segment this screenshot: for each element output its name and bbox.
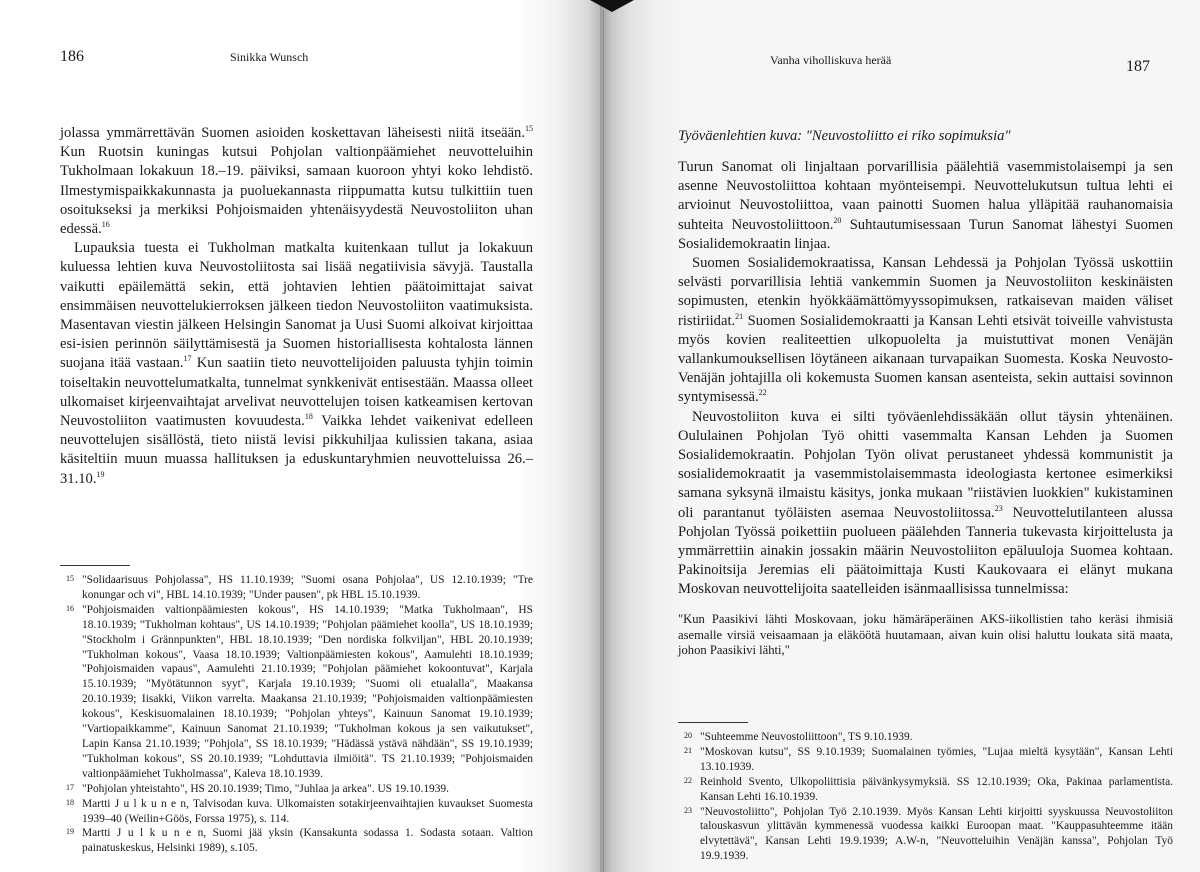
footnote-number: 19 — [66, 827, 74, 837]
footnote — [678, 775, 1173, 805]
footnote-text: "Neuvostoliitto", Pohjolan Työ 2.10.1939. Myös Kansan Lehti kirjoitti syyskuussa Neuvostoliiton talouskasvun ylittävän kymmenessä vuodessa kaikki Euroopan maat. "Kauppasuhteemme itään elvytettävä", Kansan Lehti 19.9.1939; A.W-n, "Neuvotteluihin Venäjän kanssa", Pohjolan Työ 19.9.1939. — [700, 805, 1173, 863]
footnote-text: "Pohjolan yhteistahto", HS 20.10.1939; Timo, "Juhlaa ja arkea". US 19.10.1939. — [82, 782, 449, 795]
paragraph-text: Neuvottelutilanteen alussa Pohjolan Työssä poikettiin puolueen päälehden Tanneria tukevasta kirjoittelusta ja ymmärrettiin ainakin jossakin määrin Neuvostoliiton epäluuloja Suomea kohtaan. Pakinoitsija Jeremias eli päätoimittaja Kusti Kaukovaara ei elänyt mukana Moskovan neuvottelijoita saatelleiden isänmaallisissa tunnelmissa: — [678, 504, 1173, 598]
paragraph — [60, 239, 533, 489]
page-number: 186 — [60, 48, 84, 65]
footnote-text: Martti J u l k u n e n, Talvisodan kuva. Ulkomaisten sotakirjeenvaihtajien kuvaukset Suomesta 1939–40 (Weilin+Göös, Forssa 1975), s. 114. — [82, 797, 533, 825]
footnote — [60, 603, 533, 782]
footnote-number: 23 — [684, 805, 692, 815]
footnote-number: 22 — [684, 775, 692, 785]
paragraph-text: Kun saatiin tieto neuvottelijoiden paluusta tyhjin toimin toiseltakin neuvottelumatkalta, tunnelmat synkkenivät entisestään. Maassa olleet ulkomaiset kirjeenvaihtajat arvelivat neuvottelujen toisen katkeamisen kertovan Neuvostoliiton vaatimusten kovuudesta. — [60, 355, 533, 430]
footnote-ref[interactable]: 16 — [101, 220, 110, 230]
paragraph-text: Suomen Sosialidemokraatissa, Kansan Lehdessä ja Pohjolan Työssä uskottiin selvästi porvarillisia lehtiä vankemmin Suomen ja Neuvostoliiton keskinäisten sopimusten, etenkin hyökkäämättömyyssopimuksen, ratkaisevan maiden väliset ristiriidat. — [678, 255, 1173, 329]
footnote — [60, 573, 533, 603]
page-number: 187 — [1126, 58, 1150, 75]
footnote-text: Reinhold Svento, Ulkopoliittisia päivänkysymyksiä. SS 12.10.1939; Oka, Pakinaa parlamentista. Kansan Lehti 16.10.1939. — [700, 775, 1173, 803]
running-head-chapter: Vanha viholliskuva herää — [770, 53, 892, 67]
footnote-ref[interactable]: 20 — [833, 215, 842, 225]
footnote-text: "Moskovan kutsu", SS 9.10.1939; Suomalainen työmies, "Lujaa mieltä kysytään", Kansan Lehti 13.10.1939. — [700, 745, 1173, 773]
footnote-ref[interactable]: 23 — [994, 503, 1003, 513]
paragraph-text: jolassa ymmärrettävän Suomen asioiden koskettavan läheisesti niitä itseään. — [60, 125, 525, 141]
footnote-rule — [678, 722, 748, 723]
right-footnotes — [678, 722, 1173, 864]
footnote-text: "Solidaarisuus Pohjolassa", HS 11.10.1939; "Suomi osana Pohjolaa", US 12.10.1939; "Tre konungar och vi", HBL 14.10.1939; "Under pausen", pk HBL 15.10.1939. — [82, 574, 533, 601]
footnote-number: 17 — [66, 782, 74, 792]
footnote-number: 16 — [66, 603, 74, 613]
book-spine-shadow — [590, 0, 634, 12]
footnote — [60, 826, 533, 856]
footnote-text: "Suhteemme Neuvostoliittoon", TS 9.10.1939. — [700, 731, 913, 743]
footnote — [678, 745, 1173, 775]
block-quote: "Kun Paasikivi lähti Moskovaan, joku hämäräperäinen AKS-iikollistien taho keräsi ihmisiä asemalle virsiä veisaamaan ja eläköötä huutamaan, aivan kuin olisi haluttu loukata sitä maata, johon Paasikivi lähti," — [678, 612, 1173, 658]
footnote-number: 20 — [684, 731, 692, 740]
footnote-number: 18 — [66, 797, 74, 807]
paragraph-text: Neuvostoliiton kuva ei silti työväenlehdissäkään ollut täysin yhtenäinen. Oululainen Pohjolan Työ ohitti vasemmalta Kansan Lehden ja Suomen Sosialidemokraatin. Pohjolan Työn olivat perustaneet yhdessä kommunistit ja sosialidemokraatit ja vasemmistolaisemmasta ideologiasta kertonee esimerkiksi samana syksynä ilmaistu käsitys, jonka mukaan "riistävien luokkien" kukistaminen oli parantanut työläisten asemaa Neuvostoliitossa. — [678, 408, 1173, 521]
paragraph-text: Suhtautumisessaan Turun Sanomat lähestyi Suomen Sosialidemokraatin linjaa. — [678, 216, 1173, 252]
footnote-ref[interactable]: 19 — [96, 469, 105, 479]
footnote — [678, 730, 1173, 745]
paragraph-text: Kun Ruotsin kuningas kutsui Pohjolan valtionpäämiehet neuvotteluihin Tukholmaan lokakuun 18.–19. päiviksi, samaan kuoroon yhtyi koko lehdistö. Ilmestymispaikkakunnasta ja puoluekannasta riippumatta kutsu tulkittiin tuen osoitukseksi ja merkiksi Pohjoismaiden yhtenäisyydestä Neuvostoliiton uhan edessä. — [60, 144, 533, 238]
footnote-text: Martti J u l k u n e n, Suomi jää yksin (Kansakunta sodassa 1. Sodasta sotaan. Valtion painatuskeskus, Helsinki 1989), s.105. — [82, 827, 533, 855]
footnote-ref[interactable]: 17 — [183, 354, 192, 364]
paragraph-text: Lupauksia tuesta ei Tukholman matkalta kuitenkaan tullut ja lokakuun kuluessa lehtien kuva Neuvostoliitosta sai lisää negatiivisia sävyjä. Taustalla vaikutti epäilemättä sekin, että johtavien lehtien päätoimittajat saivat ensimmäisen neuvottelukierroksen jälkeen tiedon Neuvostoliiton vaatimuksista. Masentavan viestin jälkeen Helsingin Sanomat ja Uusi Suomi alkoivat kirjoittaa esi-isien perinnön säilyttämisestä ja Suomen historiallisesta kohtalosta lännen suojana itää vastaan. — [60, 240, 533, 372]
footnote-number: 21 — [684, 745, 692, 755]
paragraph — [678, 408, 1173, 600]
paragraph-text: Vaikka lehdet vaikenivat edelleen neuvottelujen sisällöstä, tieto niistä levisi pikkuhiljaa kulissien takana, asiaa käsiteltiin muun muassa hallituksen ja eduskuntaryhmien neuvotteluissa 26.–31.10. — [60, 413, 533, 487]
footnote-rule — [60, 565, 130, 566]
footnote-ref[interactable]: 21 — [735, 311, 744, 321]
footnote — [678, 805, 1173, 865]
paragraph — [678, 254, 1173, 408]
footnote-ref[interactable]: 15 — [525, 124, 533, 133]
paragraph — [60, 124, 533, 239]
paragraph-text: Turun Sanomat oli linjaltaan porvarillisia päälehtiä vasemmistolaisempi ja sen asenne Neuvostoliittoa kohtaan myönteisempi. Neuvottelukutsun tultua lehti ei arvioinut Neuvostoliittoa, vaan painotti Suomen halua ylläpitää rauhanomaisia suhteita Neuvostoliittoon. — [678, 159, 1173, 233]
footnote-text: "Pohjoismaiden valtionpäämiesten kokous", HS 14.10.1939; "Matka Tukholmaan", HS 18.10.1939; "Tukholman kohtaus", US 14.10.1939; "Pohjolan päämiehet koolla", US 18.10.1939; "Stockholm i Grännpunkten", HBL 18.10.1939; "Den nordiska folkviljan", HBL 20.10.1939; "Tukholman kokous", Vaasa 18.10.1939; Valtionpäämiesten kokous", Aamulehti 18.10.1939; "Pohjoismaiden vapaus", Aamulehti 21.10.1939; "Pohjolan päämiehet kokoontuvat", Karjala 15.10.1939; "Myötätunnon syyt", Karjala 19.10.1939; "Suomi oli etualalla", Maakansa 20.10.1939; Iisakki, Viikon varrelta. Maakansa 21.10.1939; "Pohjoismaiden valtionpäämiesten kokous", Keskisuomalainen 18.10.1939; "Pohjolan yhteys", Kainuun Sanomat 19.10.1939; "Vartiopaikkamme", Kainuun Sanomat 21.10.1939; "Tukholman kokous ja sen vaikutukset", Lapin Kansa 21.10.1939; "Pohjola", SS 18.10.1939; "Hädässä ystävä nähdään", SS 19.10.1939; "Tukholman kokous", SS 20.10.1939; "Lohduttavia ilmiöitä". TS 21.10.1939; "Pohjoismaiden valtionpäämiehet Tukholmassa", Kaleva 18.10.1939. — [82, 603, 533, 780]
section-heading: Työväenlehtien kuva: "Neuvostoliitto ei riko sopimuksia" — [678, 128, 1011, 144]
footnote — [60, 782, 533, 797]
right-body-text — [678, 158, 1173, 600]
book-gutter — [603, 10, 604, 872]
paragraph-text: Suomen Sosialidemokraatti ja Kansan Lehti etsivät toiveille vahvistusta myös kovien realiteettien ulkopuolelta ja muistuttivat monen Venäjän vallankumouksellisen löytäneen aikanaan turvapaikan Suomesta. Koska Neuvosto-Venäjän johtajilla oli kokemusta Suomen kansan asenteista, sekin auttaisi sovinnon syntymisessä. — [678, 312, 1173, 406]
footnote — [60, 797, 533, 827]
footnote-ref[interactable]: 22 — [758, 388, 767, 398]
footnote-ref[interactable]: 18 — [304, 412, 313, 422]
left-body-text — [60, 124, 533, 489]
footnote-number: 15 — [66, 574, 74, 583]
running-head-author: Sinikka Wunsch — [230, 50, 309, 64]
paragraph — [678, 158, 1173, 254]
left-footnotes — [60, 565, 533, 856]
